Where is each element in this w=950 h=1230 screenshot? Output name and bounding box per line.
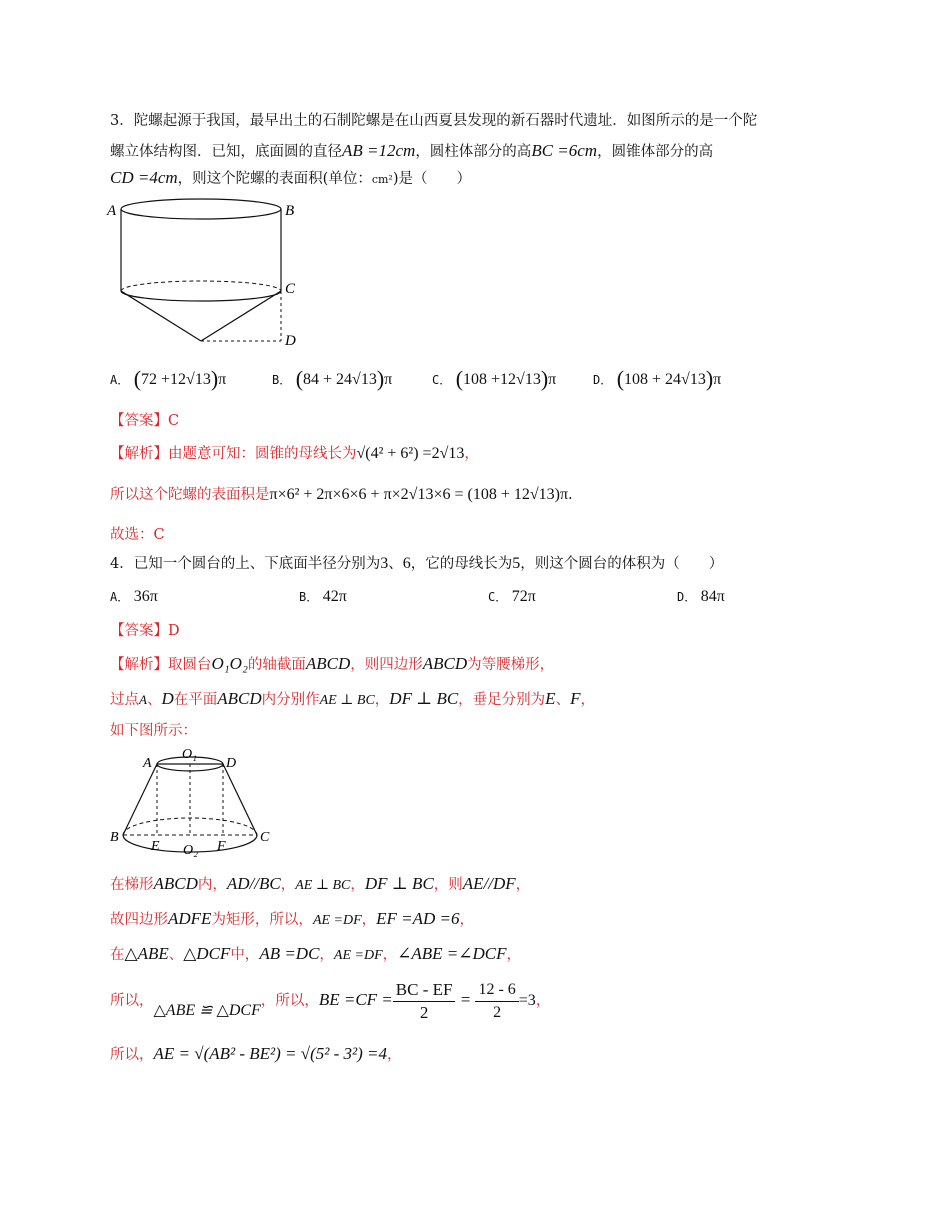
q4-label-o2: O₂ bbox=[183, 843, 198, 858]
q4-label-d: D bbox=[226, 756, 237, 771]
q4-option-d[interactable] bbox=[677, 588, 725, 606]
q4-label-a: A bbox=[143, 756, 152, 771]
q3-analysis-text-2: 所以这个陀螺的表面积是 bbox=[110, 487, 270, 503]
q4-option-c-label: C． bbox=[488, 590, 508, 604]
q3-answer-tag: 【答案】 bbox=[110, 413, 168, 429]
q4-ae-eq-df: AE =DF bbox=[312, 913, 362, 928]
q3-bottom-ellipse-front bbox=[121, 291, 281, 301]
q4-label-o1: O₁ bbox=[182, 747, 197, 762]
q3-label-a: A bbox=[107, 203, 117, 219]
q4-option-d-label: D． bbox=[677, 590, 697, 604]
q3-stem-text: )是（ ） bbox=[392, 171, 472, 187]
q3-analysis-1: 【解析】由题意可知：圆锥的母线长为√(4² + 6²) =2√13， bbox=[110, 445, 479, 462]
q3-top-ellipse bbox=[121, 199, 281, 219]
q3-stem-text: ，圆柱体部分的高 bbox=[415, 144, 532, 160]
q4-answer bbox=[110, 620, 180, 642]
q3-cone-left bbox=[121, 291, 201, 341]
q4-analysis-7: 所以，△ABE ≌ △DCF，所以，BE =CF = $\frac{BC - EF}{2}$ = $\frac{12 - 6}{2}$ =3， bbox=[110, 979, 551, 1022]
q3-ab-equation: AB =12cm bbox=[342, 141, 416, 160]
q4-angle-eq: ∠ABE =∠DCF bbox=[397, 944, 507, 963]
q3-bottom-ellipse-back bbox=[121, 281, 281, 291]
q3-stem-text: 螺立体结构图．已知，底面圆的直径 bbox=[110, 144, 342, 160]
q4-right-slant bbox=[223, 764, 257, 835]
q4-analysis-3: 如下图所示： bbox=[110, 723, 197, 739]
q3-option-b-value: (84 + 24√13)π bbox=[295, 366, 393, 391]
q3-conclusion: 故选：C bbox=[110, 527, 165, 543]
q4-ae-perp: AE ⊥ BC bbox=[319, 693, 375, 708]
q3-option-c[interactable] bbox=[432, 366, 556, 392]
q3-label-b: B bbox=[285, 203, 295, 219]
q4-analysis-4: 在梯形ABCD内，AD//BC，AE ⊥ BC，DF ⊥ BC，则AE//DF， bbox=[110, 874, 531, 893]
q3-label-d: D bbox=[285, 333, 296, 349]
q3-option-a-value: (72 +12√13)π bbox=[133, 366, 227, 391]
q4-analysis-5: 故四边形ADFE为矩形，所以，AE =DF，EF =AD =6， bbox=[110, 909, 475, 928]
q4-stem bbox=[110, 553, 723, 575]
q3-option-b[interactable] bbox=[272, 366, 392, 392]
q3-analysis-tag: 【解析】 bbox=[110, 446, 168, 462]
q4-label-b: B bbox=[110, 830, 119, 845]
q3-option-d-label: D． bbox=[593, 373, 613, 387]
q4-ae-expr: AE = √(AB² - BE²) = √(5² - 3²) =4 bbox=[153, 1044, 387, 1063]
q4-left-slant bbox=[123, 764, 157, 835]
q4-r1: 3 bbox=[380, 555, 389, 572]
q3-analysis-expr-1: √(4² + 6²) =2√13 bbox=[356, 445, 465, 462]
q4-congruent: △ABE ≌ △DCF bbox=[153, 1002, 261, 1019]
q3-cd-equation: CD =4cm bbox=[110, 168, 178, 187]
q4-option-b-label: B． bbox=[299, 590, 319, 604]
q4-option-a-label: A． bbox=[110, 590, 130, 604]
q4-analysis-2: 过点A、D在平面ABCD内分别作AE ⊥ BC，DF ⊥ BC，垂足分别为E、F， bbox=[110, 689, 595, 708]
q4-frac-2: $\frac{12 - 6}{2}$ bbox=[475, 979, 518, 1024]
q4-label-f: F bbox=[217, 839, 226, 854]
q3-option-d[interactable] bbox=[593, 366, 721, 392]
q3-option-a-label: A． bbox=[110, 373, 130, 387]
q4-be-result: =3 bbox=[518, 992, 536, 1009]
q4-answer-tag: 【答案】 bbox=[110, 623, 168, 639]
q4-be-expr: BE =CF = bbox=[318, 990, 393, 1009]
q4-ae-parallel: AE//DF bbox=[462, 874, 516, 893]
q4-ef-eq: EF =AD =6 bbox=[376, 909, 460, 928]
q3-option-c-label: C． bbox=[432, 373, 452, 387]
q4-tri-abe: △ABE bbox=[124, 944, 169, 963]
q4-analysis-6: 在△ABE、△DCF中，AB =DC，AE =DF，∠ABE =∠DCF， bbox=[110, 944, 522, 963]
q4-ab-eq-dc: AB =DC bbox=[259, 944, 320, 963]
q4-option-d-value: 84π bbox=[700, 588, 725, 605]
q4-sep: 、 bbox=[388, 556, 403, 572]
q4-option-b[interactable] bbox=[299, 588, 347, 606]
q4-figure-frustum bbox=[105, 745, 285, 865]
q4-label-e: E bbox=[151, 839, 160, 854]
q4-stem-text: 4．已知一个圆台的上、下底面半径分别为 bbox=[110, 556, 381, 572]
q3-stem-line-3 bbox=[110, 167, 471, 191]
q3-answer bbox=[110, 410, 179, 432]
q3-analysis-2: 所以这个陀螺的表面积是π×6² + 2π×6×6 + π×2√13×6 = (108 + 12√13)π. bbox=[110, 486, 573, 503]
q4-frac-1: $\frac{BC - EF}{2}$ bbox=[393, 979, 456, 1024]
q3-unit: cm² bbox=[371, 173, 393, 186]
q4-length: 5 bbox=[512, 555, 521, 572]
q4-o1o2: O₁O₂ bbox=[211, 654, 248, 673]
q4-option-b-value: 42π bbox=[322, 588, 347, 605]
q4-analysis-tag: 【解析】 bbox=[110, 657, 168, 673]
q4-analysis-8: 所以，AE = √(AB² - BE²) = √(5² - 3²) =4， bbox=[110, 1044, 402, 1063]
q4-r2: 6 bbox=[402, 555, 411, 572]
q4-adfe: ADFE bbox=[168, 909, 212, 928]
q4-analysis-1: 【解析】取圆台O₁O₂的轴截面ABCD，则四边形ABCD为等腰梯形， bbox=[110, 654, 555, 673]
q3-stem-line-2 bbox=[110, 140, 713, 163]
q3-label-c: C bbox=[285, 281, 296, 297]
q3-option-a[interactable] bbox=[110, 366, 226, 392]
q4-abcd: ABCD bbox=[305, 654, 351, 673]
q4-option-c-value: 72π bbox=[511, 588, 536, 605]
q3-stem-line-1: 3．陀螺起源于我国，最早出土的石制陀螺是在山西夏县发现的新石器时代遗址．如图所示的是一个陀 bbox=[110, 113, 758, 129]
q3-stem-text: ，则这个陀螺的表面积(单位： bbox=[177, 171, 372, 187]
q3-cone-right bbox=[201, 291, 281, 341]
q3-option-c-value: (108 +12√13)π bbox=[455, 366, 557, 391]
q3-analysis-expr-2: π×6² + 2π×6×6 + π×2√13×6 = (108 + 12√13)π bbox=[269, 486, 569, 503]
q4-df-perp: DF ⊥ BC bbox=[389, 689, 459, 708]
q4-option-a[interactable] bbox=[110, 588, 158, 606]
q4-abcd-2: ABCD bbox=[422, 654, 468, 673]
q4-answer-value: D bbox=[168, 623, 180, 639]
q3-figure-spinning-top bbox=[105, 195, 305, 355]
q3-option-b-label: B． bbox=[272, 373, 292, 387]
q3-answer-value: C bbox=[168, 413, 180, 429]
q4-ad-parallel: AD//BC bbox=[226, 874, 281, 893]
q3-bc-equation: BC =6cm bbox=[531, 141, 598, 160]
q4-stem-text: ，它的母线长为 bbox=[410, 556, 513, 572]
q4-stem-text: ，则这个圆台的体积为（ ） bbox=[520, 556, 724, 572]
q4-option-a-value: 36π bbox=[133, 588, 158, 605]
q3-stem-text: ，圆锥体部分的高 bbox=[597, 144, 714, 160]
q4-tri-dcf: △DCF bbox=[183, 944, 231, 963]
q4-option-c[interactable] bbox=[488, 588, 536, 606]
q4-label-c: C bbox=[260, 830, 270, 845]
q3-analysis-text: 由题意可知：圆锥的母线长为 bbox=[168, 446, 357, 462]
q3-option-d-value: (108 + 24√13)π bbox=[616, 366, 722, 391]
